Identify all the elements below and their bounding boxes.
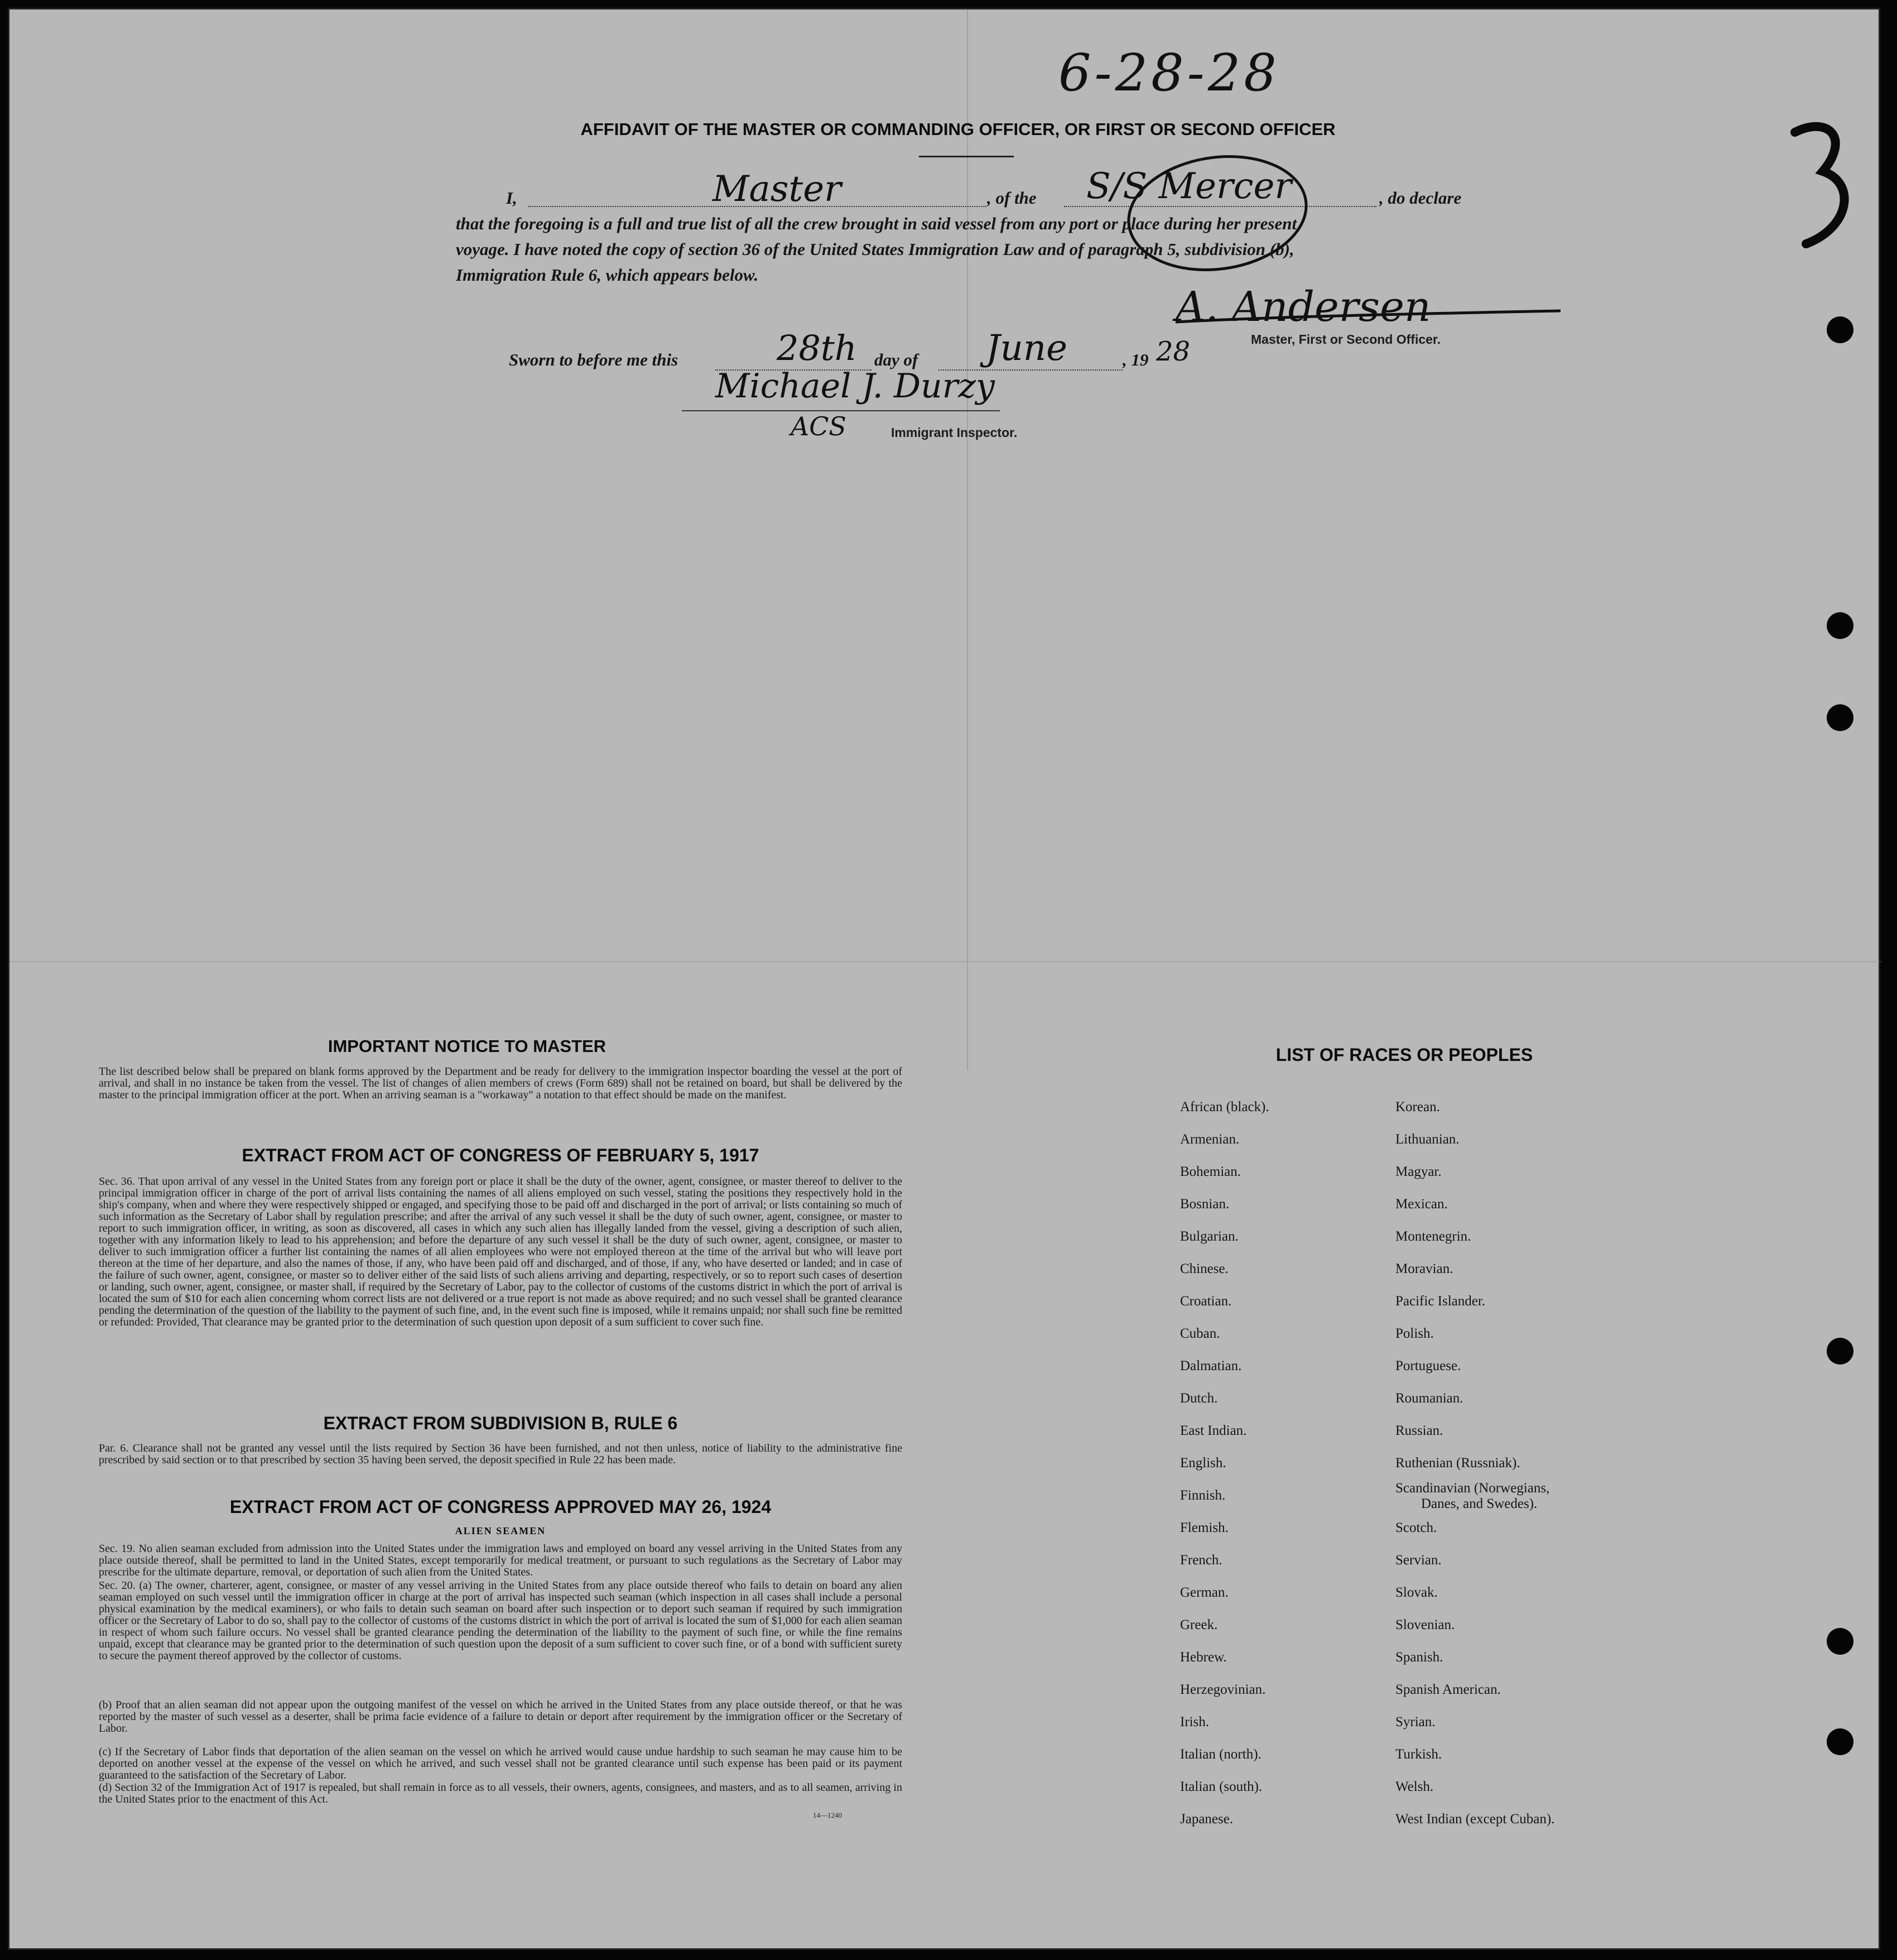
inspector-initials: ACS — [791, 411, 846, 441]
sworn-year-field: 28 — [1156, 336, 1191, 367]
race-item-right: Pacific Islander. — [1395, 1294, 1486, 1309]
race-item-right: Magyar. — [1395, 1164, 1442, 1179]
race-item-right: Lithuanian. — [1395, 1132, 1460, 1147]
race-item-left: East Indian. — [1180, 1423, 1247, 1438]
race-item-left: Irish. — [1180, 1714, 1210, 1730]
title-rule — [919, 156, 1014, 157]
race-item-right: Russian. — [1395, 1423, 1443, 1438]
race-item-right: Spanish American. — [1395, 1682, 1501, 1697]
race-item-left: Greek. — [1180, 1617, 1218, 1632]
race-item-right: Servian. — [1395, 1553, 1442, 1568]
race-item-left: English. — [1180, 1455, 1226, 1471]
punch-hole — [1827, 1338, 1853, 1365]
race-item-left: Flemish. — [1180, 1520, 1229, 1535]
affidavit-title: AFFIDAVIT OF THE MASTER OR COMMANDING OFFICER, OR FIRST OR SECOND OFFICER — [580, 119, 1336, 139]
inspector-label: Immigrant Inspector. — [891, 425, 1018, 440]
form-number: 14—1240 — [813, 1811, 842, 1819]
day-of-label: day of — [874, 350, 918, 369]
race-item-right: Slovenian. — [1395, 1617, 1455, 1632]
race-item-left: Bosnian. — [1180, 1197, 1230, 1212]
year-prefix-label: , 19 — [1123, 350, 1149, 369]
punch-hole — [1827, 612, 1853, 639]
notice-text: The list described below shall be prepared on blank forms approved by the Department and be ready for delivery to the immigration inspector boarding the vessel at the port of arrival, and shall in no instance be taken from the vessel. The list of changes of alien members of crews (Form 689) shall not be retained on board, but shall be delivered by the master to the principal immigration officer at the port. When an arriving seaman is a "workaway" a notation to that effect should be made on the manifest. — [99, 1065, 902, 1101]
race-item-left: Armenian. — [1180, 1132, 1240, 1147]
document-page — [8, 8, 1880, 1950]
handwritten-date: 6-28-28 — [1058, 43, 1280, 103]
extract-1924-sec20c: (c) If the Secretary of Labor finds that deportation of the alien seaman on the vessel on which he arrived would cause undue hardship to such seaman he may cause him to be deported on another vessel at the expense of the vessel on which he arrived, and such vessel shall not be granted clearance until such expense has been paid or its payment guaranteed to the satisfaction of the Secretary of Labor. — [99, 1746, 902, 1781]
extract-1917-text: Sec. 36. That upon arrival of any vessel in the United States from any foreign port or place it shall be the duty of the owner, agent, consignee, or master thereof to deliver to the principal immigration officer in charge of the port of arrival lists containing the names of all aliens employed on such vessel, stating the positions they respectively hold in the ship's company, when and where they were respectively shipped or engaged, and specifying those to be paid off and discharged in the port of arrival; or lists containing so much of such information as the Secretary of Labor shall by regulation prescribe; and after the arrival of any such vessel it shall be the duty of such owner, agent, consignee, or master to report to such immigration officer, in writing, as soon as discovered, all cases in which any such alien has illegally landed from the vessel, giving a description of such alien, together with any information likely to lead to his apprehension; and before the departure of any such vessel it shall be the duty of such owner, agent, consignee, or master to deliver to such immigration officer a further list containing the names of all alien employees who were not employed thereon at the time of the arrival but who will leave port thereon at the time of her departure, and also the names of those, if any, who have been paid off and discharged, and of those, if any, who have deserted or landed; and in case of the failure of such owner, agent, consignee, or master so to deliver either of the said lists of such aliens arriving and departing, respectively, or so to report such cases of desertion or landing, such owner, agent, consignee, or master shall, if required by the Secretary of Labor, pay to the collector of customs of the customs district in which the port of arrival is located the sum of $10 for each alien concerning whom correct lists are not delivered or a true report is not made as above required; and no such vessel shall be granted clearance pending the determination of the question of the liability to the payment of such fine, and, in the event such fine is imposed, while it remains unpaid; nor shall such fine be remitted or refunded: Provided, That clearance may be granted prior to the determination of such question upon deposit of a sum sufficient to cover such fine. — [99, 1175, 902, 1328]
declaration-line-3: Immigration Rule 6, which appears below. — [456, 265, 759, 285]
punch-hole — [1827, 316, 1853, 343]
race-item-right: Portuguese. — [1395, 1358, 1461, 1373]
race-item-left: Italian (north). — [1180, 1747, 1262, 1762]
page-number-mark — [1784, 116, 1862, 261]
race-item-right: Syrian. — [1395, 1714, 1436, 1730]
punch-hole — [1827, 704, 1853, 731]
race-item-right: Welsh. — [1395, 1779, 1434, 1794]
fold-crease-vertical — [967, 9, 968, 1070]
extract-1924-sec20a: Sec. 20. (a) The owner, charterer, agent, consignee, or master of any vessel arriving in the United States from any place outside thereof who fails to detain on board any alien seaman employed on such vessel until the immigration officer in charge at the port of arrival has inspected such seaman (which inspection in all cases shall include a personal physical examination by the medical examiners), or who fails to detain such seaman on board after such inspection or to deport such seaman if required by such immigration officer or the Secretary of Labor to do so, shall pay to the collector of customs of the customs district in which the port of arrival is located the sum of $1,000 for each alien seaman in respect of whom such failure occurs. No vessel shall be granted clearance pending the determination of the liability to the payment of such fine, or while the fine remains unpaid, except that clearance may be granted prior to the determination of such question upon the deposit of a sum sufficient to cover such fine, or of a bond with sufficient surety to secure the payment thereof approved by the collector of customs. — [99, 1579, 902, 1662]
inspector-signature: Michael J. Durzy — [715, 367, 995, 406]
race-item-left: Italian (south). — [1180, 1779, 1263, 1794]
race-item-left: Cuban. — [1180, 1326, 1220, 1341]
race-item-right: Mexican. — [1395, 1197, 1448, 1212]
notice-title: IMPORTANT NOTICE TO MASTER — [328, 1036, 606, 1056]
vessel-field: S/S Mercer — [1086, 166, 1292, 207]
extract-1924-sec20b: (b) Proof that an alien seaman did not appear upon the outgoing manifest of the vessel on which he arrived in the United States from any place outside thereof, or that he was reported by the master of such vessel as a deserter, shall be prima facie evidence of a failure to detain or deport after requirement by the immigration officer or the Secretary of Labor. — [99, 1699, 902, 1735]
extract-1924-subtitle: ALIEN SEAMEN — [455, 1525, 546, 1536]
race-item-right: Polish. — [1395, 1326, 1434, 1341]
declaration-line-2: voyage. I have noted the copy of section 36 of the United States Immigration Law and of paragraph 5, subdivision (b), — [456, 239, 1294, 259]
i-label: I, — [506, 188, 517, 208]
race-item-left: Finnish. — [1180, 1488, 1226, 1503]
extract-rule6-text: Par. 6. Clearance shall not be granted any vessel until the lists required by Section 36 have been furnished, and not then unless, notice of liability to the administrative fine prescribed by said section or to that prescribed by section 35 having been served, the deposit specified in Rule 22 has been made. — [99, 1442, 902, 1466]
sworn-label: Sworn to before me this — [509, 350, 678, 369]
fold-crease-horizontal — [9, 961, 1882, 962]
extract-1917-title: EXTRACT FROM ACT OF CONGRESS OF FEBRUARY 5, 1917 — [242, 1145, 759, 1165]
race-item-right: Roumanian. — [1395, 1391, 1463, 1406]
declaration-line-1: that the foregoing is a full and true list of all the crew brought in said vessel from any port or place during her present — [456, 214, 1297, 233]
race-item-right: Scandinavian (Norwegians, — [1395, 1481, 1550, 1496]
race-item-left: German. — [1180, 1585, 1229, 1600]
sworn-month-field: June — [986, 328, 1067, 369]
race-item-right: Ruthenian (Russniak). — [1395, 1455, 1520, 1471]
race-item-right: Moravian. — [1395, 1261, 1453, 1276]
race-item-left: Dutch. — [1180, 1391, 1218, 1406]
race-item-left: Hebrew. — [1180, 1650, 1227, 1665]
race-item-left: Chinese. — [1180, 1261, 1229, 1276]
position-field: Master — [712, 169, 841, 210]
extract-1924-sec19: Sec. 19. No alien seaman excluded from admission into the United States under the immigration laws and employed on board any vessel arriving in the United States from any place outside thereof, shall be permitted to land in the United States, except temporarily for medical treatment, or pursuant to such regulations as the Secretary of Labor may prescribe for the ultimate departure, removal, or deportation of such alien from the United States. — [99, 1543, 902, 1578]
extract-rule6-title: EXTRACT FROM SUBDIVISION B, RULE 6 — [323, 1413, 678, 1433]
race-item-right: Turkish. — [1395, 1747, 1442, 1762]
sworn-day-field: 28th — [777, 328, 857, 368]
do-declare-label: , do declare — [1379, 188, 1462, 208]
race-item-left: Herzegovinian. — [1180, 1682, 1266, 1697]
race-item-left: Croatian. — [1180, 1294, 1232, 1309]
race-item-right: West Indian (except Cuban). — [1395, 1812, 1555, 1827]
signature-flourish — [1170, 300, 1572, 333]
of-the-label: , of the — [987, 188, 1037, 208]
race-item-left: Japanese. — [1180, 1812, 1234, 1827]
race-item-left: Bohemian. — [1180, 1164, 1241, 1179]
race-item-right: Scotch. — [1395, 1520, 1437, 1535]
race-item-left: French. — [1180, 1553, 1222, 1568]
extract-1924-title: EXTRACT FROM ACT OF CONGRESS APPROVED MAY 26, 1924 — [229, 1497, 772, 1517]
race-item-right: Montenegrin. — [1395, 1229, 1471, 1244]
race-item-left: Dalmatian. — [1180, 1358, 1242, 1373]
master-signature: A. Andersen — [1176, 283, 1431, 331]
races-title: LIST OF RACES OR PEOPLES — [1275, 1045, 1533, 1065]
race-item-left: Bulgarian. — [1180, 1229, 1239, 1244]
race-item-right: Korean. — [1395, 1099, 1440, 1114]
race-item-right: Slovak. — [1395, 1585, 1438, 1600]
punch-hole — [1827, 1628, 1853, 1655]
master-label: Master, First or Second Officer. — [1251, 332, 1441, 347]
race-item-left: African (black). — [1180, 1099, 1269, 1114]
race-item-right: Spanish. — [1395, 1650, 1443, 1665]
punch-hole — [1827, 1728, 1853, 1755]
race-item-right: Danes, and Swedes). — [1421, 1496, 1538, 1511]
extract-1924-sec20d: (d) Section 32 of the Immigration Act of 1917 is repealed, but shall remain in force as to all vessels, their owners, agents, consignees, and masters, and as to all seamen, arriving in the United States prior to the enactment of this Act. — [99, 1781, 902, 1805]
